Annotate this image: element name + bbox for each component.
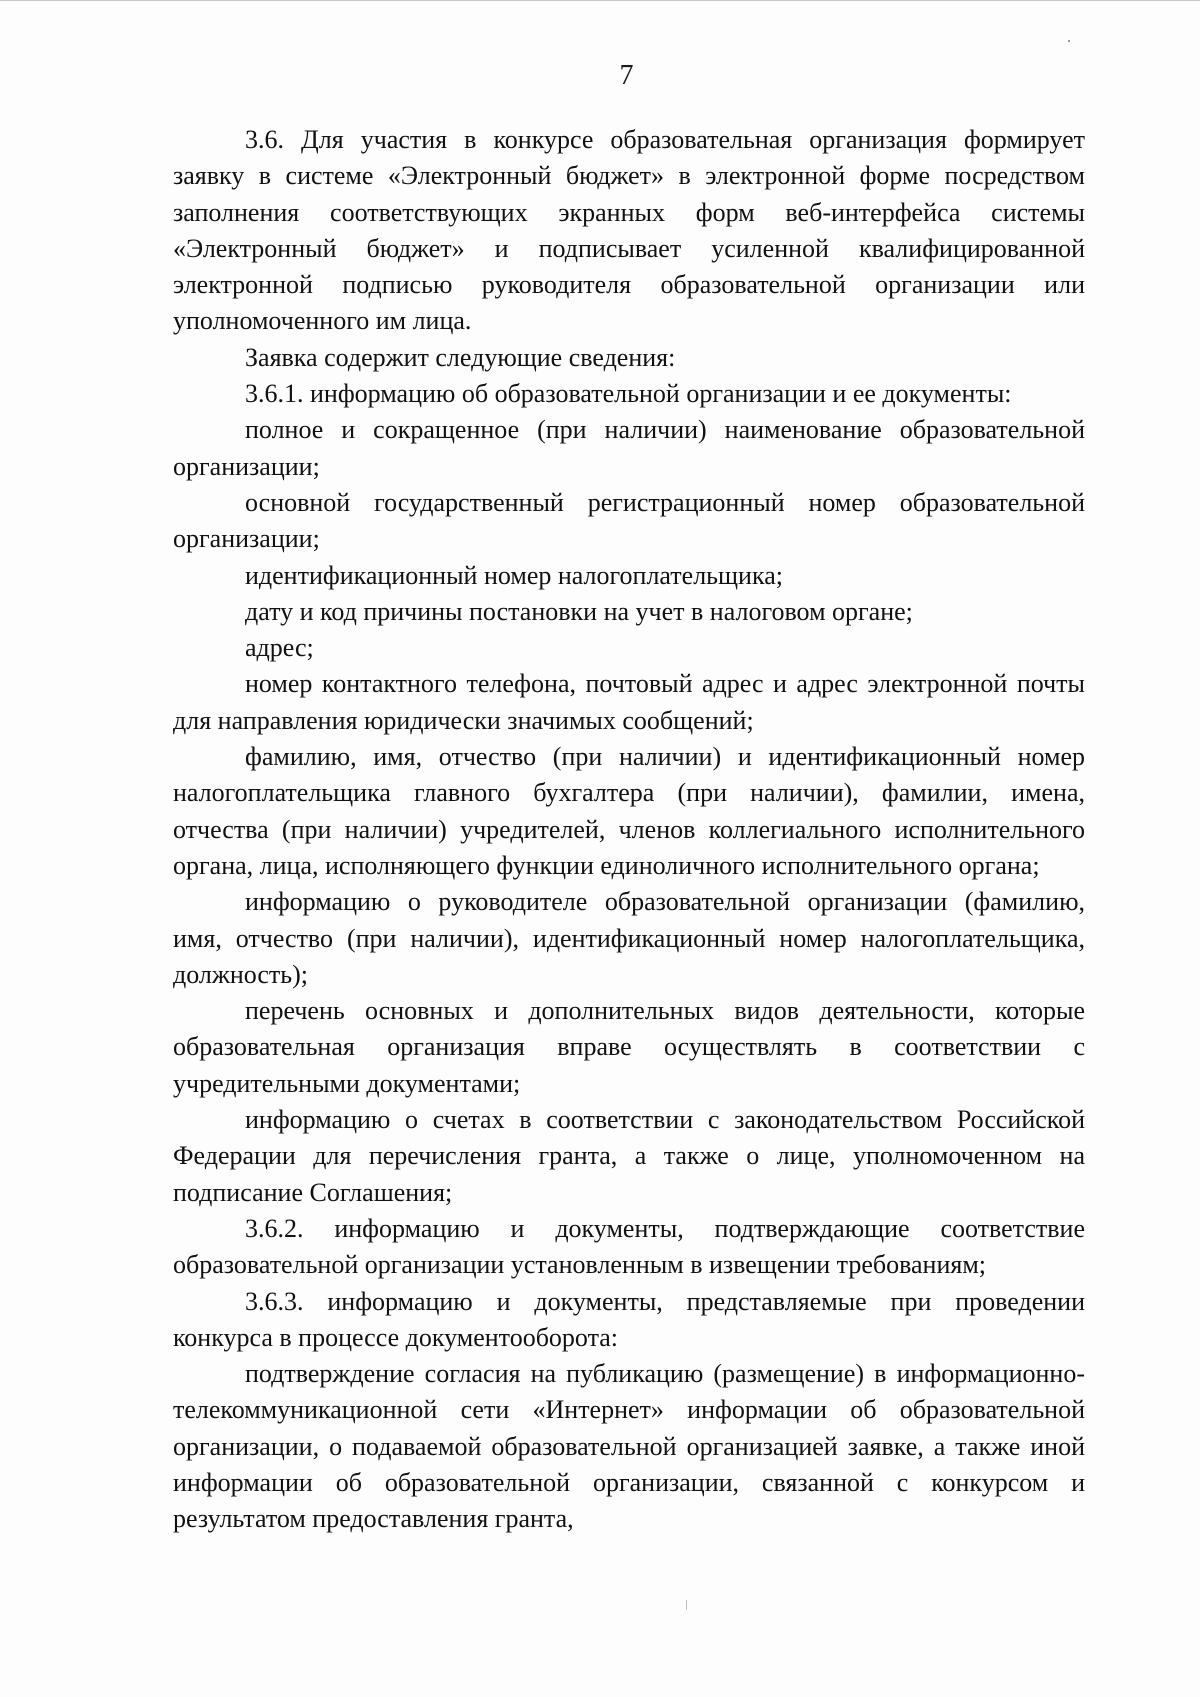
paragraph-item: информацию о счетах в соответствии с законодательством Российской Федерации для перечисления гранта, а также о лице, уполномоченном на подписание Соглашения; — [173, 1105, 1085, 1207]
document-body — [173, 122, 1085, 1538]
paragraph-3-6-3: 3.6.3. информацию и документы, представляемые при проведении конкурса в процессе документооборота: — [173, 1286, 1085, 1352]
paragraph-application-contents: Заявка содержит следующие сведения: — [245, 342, 676, 372]
paragraph-item: идентификационный номер налогоплательщика; — [245, 560, 783, 590]
paragraph-item: полное и сокращенное (при наличии) наименование образовательной организации; — [173, 415, 1085, 481]
page-number: 7 — [619, 60, 634, 91]
paragraph-item: номер контактного телефона, почтовый адрес и адрес электронной почты для направления юридически значимых сообщений; — [173, 669, 1085, 735]
page-edge — [0, 0, 1200, 1]
paragraph-3-6-1: 3.6.1. информацию об образовательной организации и ее документы: — [245, 379, 1012, 409]
paragraph-item: перечень основных и дополнительных видов деятельности, которые образовательная организация вправе осуществлять в соответствии с учредительными документами; — [173, 996, 1085, 1098]
scan-mark — [686, 1600, 687, 1610]
paragraph-3-6: 3.6. Для участия в конкурсе образовательная организация формирует заявку в системе «Электронный бюджет» в электронной форме посредством заполнения соответствующих экранных форм веб-интерфейса системы «Электронный бюджет» и подписывает усиленной квалифицированной электронной подписью руководителя образовательной организации или уполномоченного им лица. — [173, 125, 1085, 336]
paragraph-item: дату и код причины постановки на учет в налоговом органе; — [245, 596, 913, 626]
paragraph-item: основной государственный регистрационный номер образовательной организации; — [173, 487, 1085, 554]
paragraph-3-6-2: 3.6.2. информацию и документы, подтверждающие соответствие образовательной организации установленным в извещении требованиям; — [173, 1213, 1085, 1280]
paragraph-item: фамилию, имя, отчество (при наличии) и идентификационный номер налогоплательщика главного бухгалтера (при наличии), фамилии, имена, отчества (при наличии) учредителей, членов коллегиального исполнительного органа, лица, исполняющего функции единоличного исполнительного органа; — [173, 742, 1085, 880]
paragraph-item: информацию о руководителе образовательной организации (фамилию, имя, отчество (при наличии), идентификационный номер налогоплательщика, должность); — [173, 887, 1085, 989]
scan-speck — [1068, 40, 1070, 42]
paragraph-item: адрес; — [245, 633, 314, 663]
paragraph-item: подтверждение согласия на публикацию (размещение) в информационно-телекоммуникационной сети «Интернет» информации об образовательной организации, о подаваемой образовательной организацией заявке, а также иной информации об образовательной организации, связанной с конкурсом и результатом предоставления гранта, — [173, 1359, 1085, 1534]
